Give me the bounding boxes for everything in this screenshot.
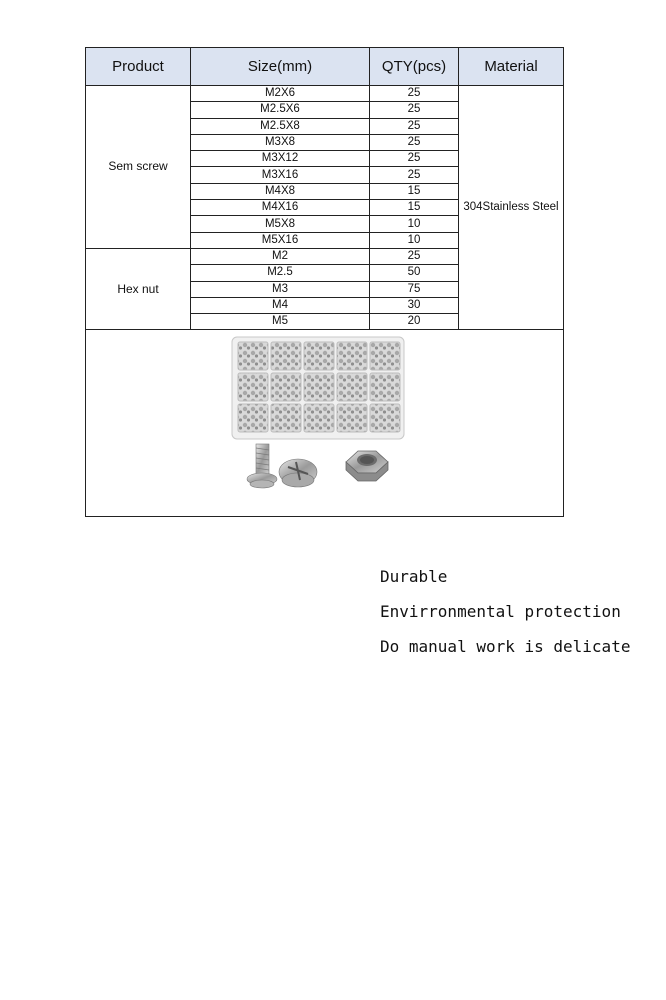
header-product: Product (86, 48, 191, 86)
qty-cell: 25 (370, 167, 459, 183)
compartment (337, 373, 367, 401)
qty-cell: 20 (370, 314, 459, 330)
header-row (86, 48, 564, 86)
size-cell: M2.5X8 (191, 118, 370, 134)
size-cell: M4X8 (191, 183, 370, 199)
size-cell: M2.5 (191, 265, 370, 281)
compartment (370, 404, 400, 432)
header-size: Size(mm) (191, 48, 370, 86)
compartment (304, 404, 334, 432)
size-cell: M2X6 (191, 86, 370, 102)
feature-delicate: Do manual work is delicate (380, 637, 631, 656)
compartment (337, 342, 367, 370)
compartment (370, 373, 400, 401)
qty-cell: 75 (370, 281, 459, 297)
material-cell: 304Stainless Steel (459, 86, 564, 330)
screw-image (247, 444, 317, 488)
compartment (271, 373, 301, 401)
product-cell: Hex nut (86, 248, 191, 329)
qty-cell: 10 (370, 216, 459, 232)
header-material: Material (459, 48, 564, 86)
qty-cell: 30 (370, 297, 459, 313)
photo-row (86, 330, 564, 517)
size-cell: M3X12 (191, 151, 370, 167)
qty-cell: 25 (370, 118, 459, 134)
qty-cell: 25 (370, 102, 459, 118)
size-cell: M5X8 (191, 216, 370, 232)
qty-cell: 50 (370, 265, 459, 281)
feature-durable: Durable (380, 567, 448, 586)
qty-cell: 25 (370, 86, 459, 102)
size-cell: M3 (191, 281, 370, 297)
size-cell: M5 (191, 314, 370, 330)
feature-list (380, 566, 630, 671)
organizer-box (232, 337, 404, 439)
size-cell: M4 (191, 297, 370, 313)
qty-cell: 15 (370, 183, 459, 199)
spec-table (85, 47, 564, 517)
compartment (271, 404, 301, 432)
header-qty: QTY(pcs) (370, 48, 459, 86)
size-cell: M3X16 (191, 167, 370, 183)
size-cell: M2.5X6 (191, 102, 370, 118)
hex-nut-image (346, 451, 388, 481)
spec-body (86, 86, 564, 330)
size-cell: M2 (191, 248, 370, 264)
feature-environmental: Envirronmental protection (380, 602, 621, 621)
product-photo-cell (86, 330, 564, 517)
product-photo (226, 334, 426, 504)
size-cell: M5X16 (191, 232, 370, 248)
qty-cell: 25 (370, 134, 459, 150)
product-cell: Sem screw (86, 86, 191, 249)
compartment (238, 342, 268, 370)
compartment (238, 373, 268, 401)
compartment (238, 404, 268, 432)
qty-cell: 25 (370, 248, 459, 264)
size-cell: M4X16 (191, 200, 370, 216)
compartment (271, 342, 301, 370)
compartment (304, 373, 334, 401)
compartment (370, 342, 400, 370)
qty-cell: 10 (370, 232, 459, 248)
size-cell: M3X8 (191, 134, 370, 150)
compartment (337, 404, 367, 432)
qty-cell: 15 (370, 200, 459, 216)
compartment (304, 342, 334, 370)
qty-cell: 25 (370, 151, 459, 167)
table-row (86, 86, 564, 102)
